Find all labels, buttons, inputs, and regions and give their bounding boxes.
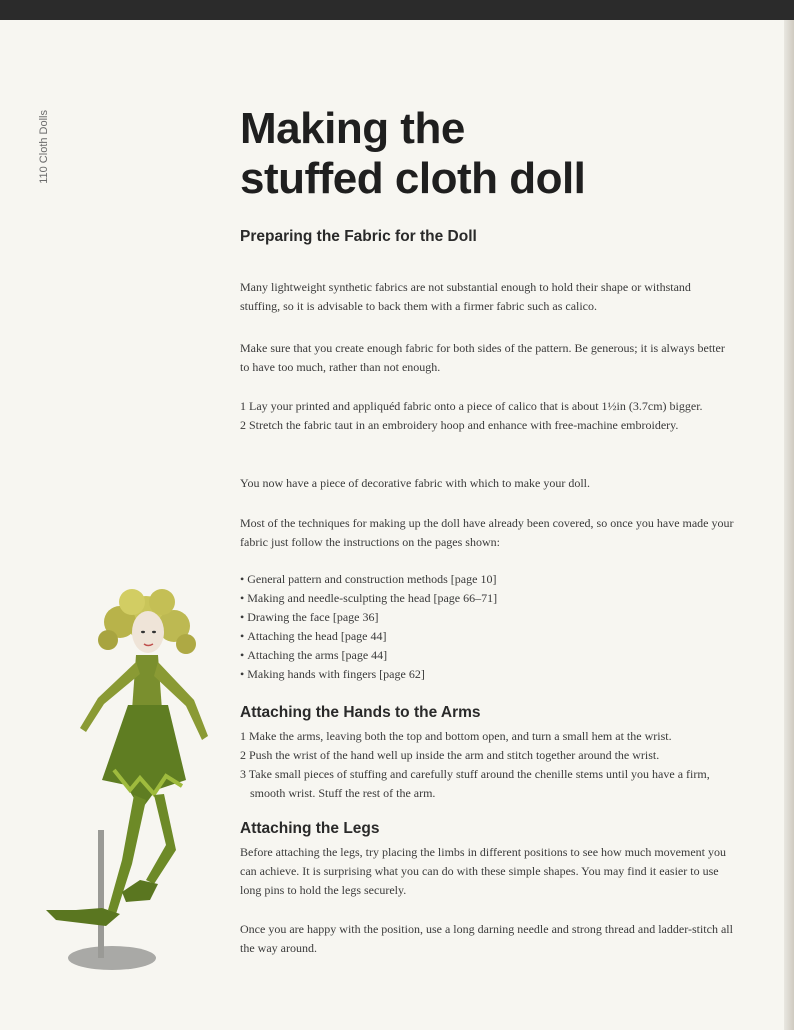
page-edge-shadow: [784, 20, 794, 1030]
list-item: 2 Push the wrist of the hand well up inside the arm and stitch together around the wrist.: [240, 748, 660, 762]
paragraph-techniques: Most of the techniques for making up the doll have already been covered, so once you have made your fabric just follow the instructions on the pages shown:: [240, 516, 734, 549]
page-title: [240, 104, 700, 204]
list-item: 3 Take small pieces of stuffing and carefully stuff around the chenille stems until you have a firm, smooth wrist. Stuff the rest of the arm.: [240, 767, 710, 800]
heading-preparing-fabric: Preparing the Fabric for the Doll: [240, 228, 477, 245]
heading-attaching-hands: Attaching the Hands to the Arms: [240, 704, 481, 721]
paragraph-enough-fabric: Make sure that you create enough fabric for both sides of the pattern. Be generous; it is always better to have too much, rather than not enough.: [240, 341, 725, 374]
doll-left-foot: [46, 908, 120, 926]
stand-rod: [98, 830, 104, 958]
steps-attaching-hands: [240, 727, 734, 803]
doll-photo: [36, 580, 236, 980]
list-item: • Attaching the head [page 44]: [240, 627, 734, 646]
list-item: • Drawing the face [page 36]: [240, 608, 734, 627]
doll-body: [132, 655, 162, 710]
heading-attaching-legs: Attaching the Legs: [240, 820, 380, 837]
list-item: • Attaching the arms [page 44]: [240, 646, 734, 665]
page-reference-list: [240, 570, 734, 684]
page-number: 110: [38, 166, 50, 184]
list-item: • Making and needle-sculpting the head [page 66–71]: [240, 589, 734, 608]
stand-base: [68, 946, 156, 970]
paragraph-decorative-fabric: You now have a piece of decorative fabric with which to make your doll.: [240, 476, 591, 490]
paragraph-leg-positions: Before attaching the legs, try placing the limbs in different positions to see how much movement you can achieve. It is surprising what you can do with these simple shapes. You may find it easier to use long pins to hold the legs securely.: [240, 845, 727, 897]
title-line-2: stuffed cloth doll: [240, 154, 586, 203]
running-folio: [38, 110, 52, 190]
list-item: 1 Make the arms, leaving both the top and bottom open, and turn a small hem at the wrist.: [240, 729, 672, 743]
list-item: • Making hands with fingers [page 62]: [240, 665, 734, 684]
list-item: 2 Stretch the fabric taut in an embroidery hoop and enhance with free-machine embroidery.: [240, 418, 679, 432]
section-name: Cloth Dolls: [38, 110, 50, 164]
paragraph-ladder-stitch: Once you are happy with the position, use a long darning needle and strong thread and ladder-stitch all the way around.: [240, 922, 733, 955]
top-edge-bar: [0, 0, 794, 20]
list-item: 1 Lay your printed and appliquéd fabric onto a piece of calico that is about 1½in (3.7cm) bigger.: [240, 399, 703, 413]
title-line-1: Making the: [240, 104, 465, 153]
doll-right-foot: [122, 880, 158, 902]
doll-right-leg: [146, 794, 176, 884]
doll-skirt: [102, 705, 186, 810]
steps-prepare-fabric: [240, 397, 734, 435]
list-item: • General pattern and construction methods [page 10]: [240, 570, 734, 589]
doll-head: [132, 611, 164, 653]
paragraph-fabric-backing: Many lightweight synthetic fabrics are not substantial enough to hold their shape or withstand stuffing, so it is advisable to back them with a firmer fabric such as calico.: [240, 280, 691, 313]
